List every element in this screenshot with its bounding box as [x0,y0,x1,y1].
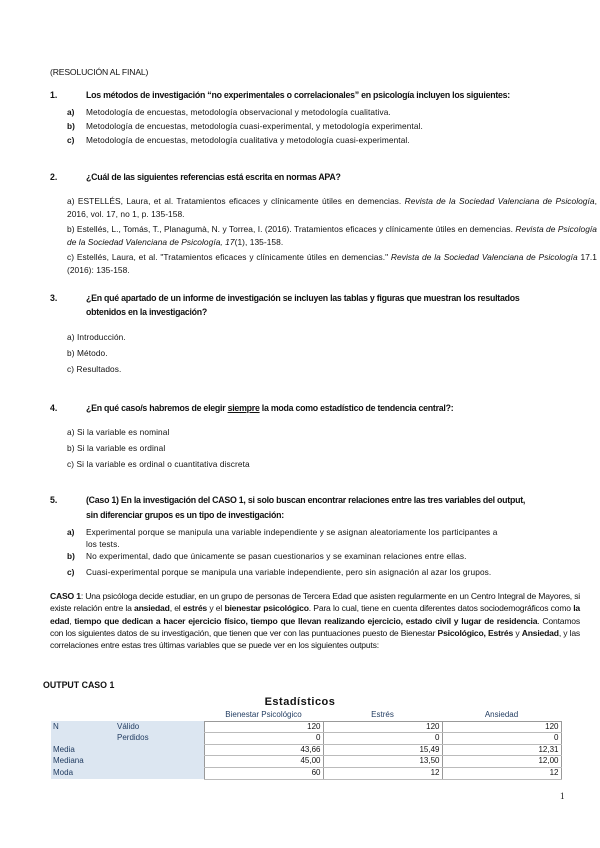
q1-number: 1. [50,90,58,100]
row-label: N [51,721,115,733]
q2-option-a: a) ESTELLÉS, Laura, et al. Tratamientos eficaces y clínicamente útiles en demencias. Revista de la Sociedad Valenciana de Psicología, 2016, vol. 17, no 1, p. 135-158. [67,196,597,219]
table-cell: 45,00 [204,756,323,768]
q4-option-b: b) Si la variable es ordinal [67,443,166,453]
row-label: Media [51,744,115,756]
q5-line2: sin diferenciar grupos es un tipo de investigación: [86,510,284,520]
q5-option-c: Cuasi-experimental porque se manipula una variable independiente, pero sin asignación al azar los grupos. [86,567,492,577]
q1-text: Los métodos de investigación “no experimentales o correlacionales” en psicología incluyen los siguientes: [86,90,510,100]
table-cell: 0 [204,733,323,745]
table-row [51,733,561,745]
column-header: Bienestar Psicológico [225,710,302,719]
header-blank [115,710,204,721]
column-header: Ansiedad [484,710,519,719]
q1-option-a-letter: a) [67,107,75,117]
table-cell: 12 [442,767,561,779]
table-cell: 13,50 [323,756,442,768]
q1-option-c: Metodología de encuestas, metodología cualitativa y metodología cuasi-experimental. [86,135,410,145]
row-sublabel [115,767,204,779]
table-row [51,721,561,733]
header-note: (RESOLUCIÓN AL FINAL) [50,67,149,77]
q1-option-b: Metodología de encuestas, metodología cuasi-experimental, y metodología experimental. [86,121,423,131]
row-sublabel [115,744,204,756]
row-label: Mediana [51,756,115,768]
table-row [51,744,561,756]
row-label [51,733,115,745]
row-sublabel: Perdidos [115,733,204,745]
q3-line2: obtenidos en la investigación? [86,307,208,317]
q2-text: ¿Cuál de las siguientes referencias está escrita en normas APA? [86,172,341,182]
row-label: Moda [51,767,115,779]
q2-option-c: c) Estellés, Laura, et al. "Tratamientos eficaces y clínicamente útiles en demencias." Revista de la Sociedad Valenciana de Psicología 17.1 (2016): 135-158. [67,252,597,275]
row-sublabel: Válido [115,721,204,733]
table-cell: 0 [323,733,442,745]
q2-number: 2. [50,172,58,182]
table-cell: 15,49 [323,744,442,756]
table-cell: 12,00 [442,756,561,768]
table-cell: 120 [323,721,442,733]
table-cell: 12 [323,767,442,779]
q3-line1: ¿En qué apartado de un informe de investigación se incluyen las tablas y figuras que muestran los resultados [86,293,520,303]
q5-option-a-line2: los tests. [86,539,120,549]
q2-option-b: b) Estellés, L., Tomás, T., Planagumà, N. y Torrea, I. (2016). Tratamientos eficaces y clínicamente útiles en demencias. Revista de Psicología de la Sociedad Valenciana de Psicología, 17(1), 135-158. [67,224,597,247]
q5-option-a-letter: a) [67,527,75,537]
q4-text: ¿En qué caso/s habremos de elegir siempre la moda como estadístico de tendencia central?: [86,403,454,413]
q1-option-a: Metodología de encuestas, metodología observacional y metodología cualitativa. [86,107,391,117]
q1-option-b-letter: b) [67,121,75,131]
q5-option-b: No experimental, dado que únicamente se pasan cuestionarios y se examinan relaciones entre ellas. [86,551,467,561]
statistics-table [51,710,562,780]
column-header: Estrés [371,710,394,719]
q3-number: 3. [50,293,58,303]
q5-option-a-line1: Experimental porque se manipula una variable independiente y se asignan aleatoriamente los participantes a [86,527,498,537]
table-row [51,756,561,768]
q3-option-c: c) Resultados. [67,364,122,374]
table-cell: 120 [442,721,561,733]
q3-option-b: b) Método. [67,348,108,358]
table-cell: 60 [204,767,323,779]
table-cell: 120 [204,721,323,733]
q4-option-a: a) Si la variable es nominal [67,427,170,437]
q3-option-a: a) Introducción. [67,332,126,342]
table-cell: 43,66 [204,744,323,756]
table-cell: 0 [442,733,561,745]
output-label: OUTPUT CASO 1 [43,680,115,690]
q4-number: 4. [50,403,58,413]
row-sublabel [115,756,204,768]
table-cell: 12,31 [442,744,561,756]
header-blank [51,710,115,721]
case1-paragraph: CASO 1: Una psicóloga decide estudiar, en un grupo de personas de Tercera Edad que asisten regularmente en un Centro Integral de Mayores, si existe relación entre la ansiedad, el estrés y el bienestar psicológico. Para lo cual, tiene en cuenta diferentes datos sociodemográficos como la edad, tiempo que dedican a hacer ejercicio físico, tiempo que llevan realizando ejercicio, estado civil y lugar de residencia. Contamos con los siguientes datos de su investigación, que tienen que ver con las puntuaciones puesto de Bienestar Psicológico, Estrés y Ansiedad, y las correlaciones entre estas tres últimas variables que se puede ver en los siguientes outputs: [50,591,581,651]
q5-line1: (Caso 1) En la investigación del CASO 1, si solo buscan encontrar relaciones entre las tres variables del output, [86,495,526,505]
q5-option-b-letter: b) [67,551,75,561]
q5-option-c-letter: c) [67,567,75,577]
page-number: 1 [560,791,565,801]
table-row [51,767,561,779]
q5-number: 5. [50,495,58,505]
q1-option-c-letter: c) [67,135,75,145]
q4-option-c: c) Si la variable es ordinal o cuantitativa discreta [67,459,250,469]
table-title: Estadísticos [264,696,336,708]
table-header-row [51,710,561,721]
